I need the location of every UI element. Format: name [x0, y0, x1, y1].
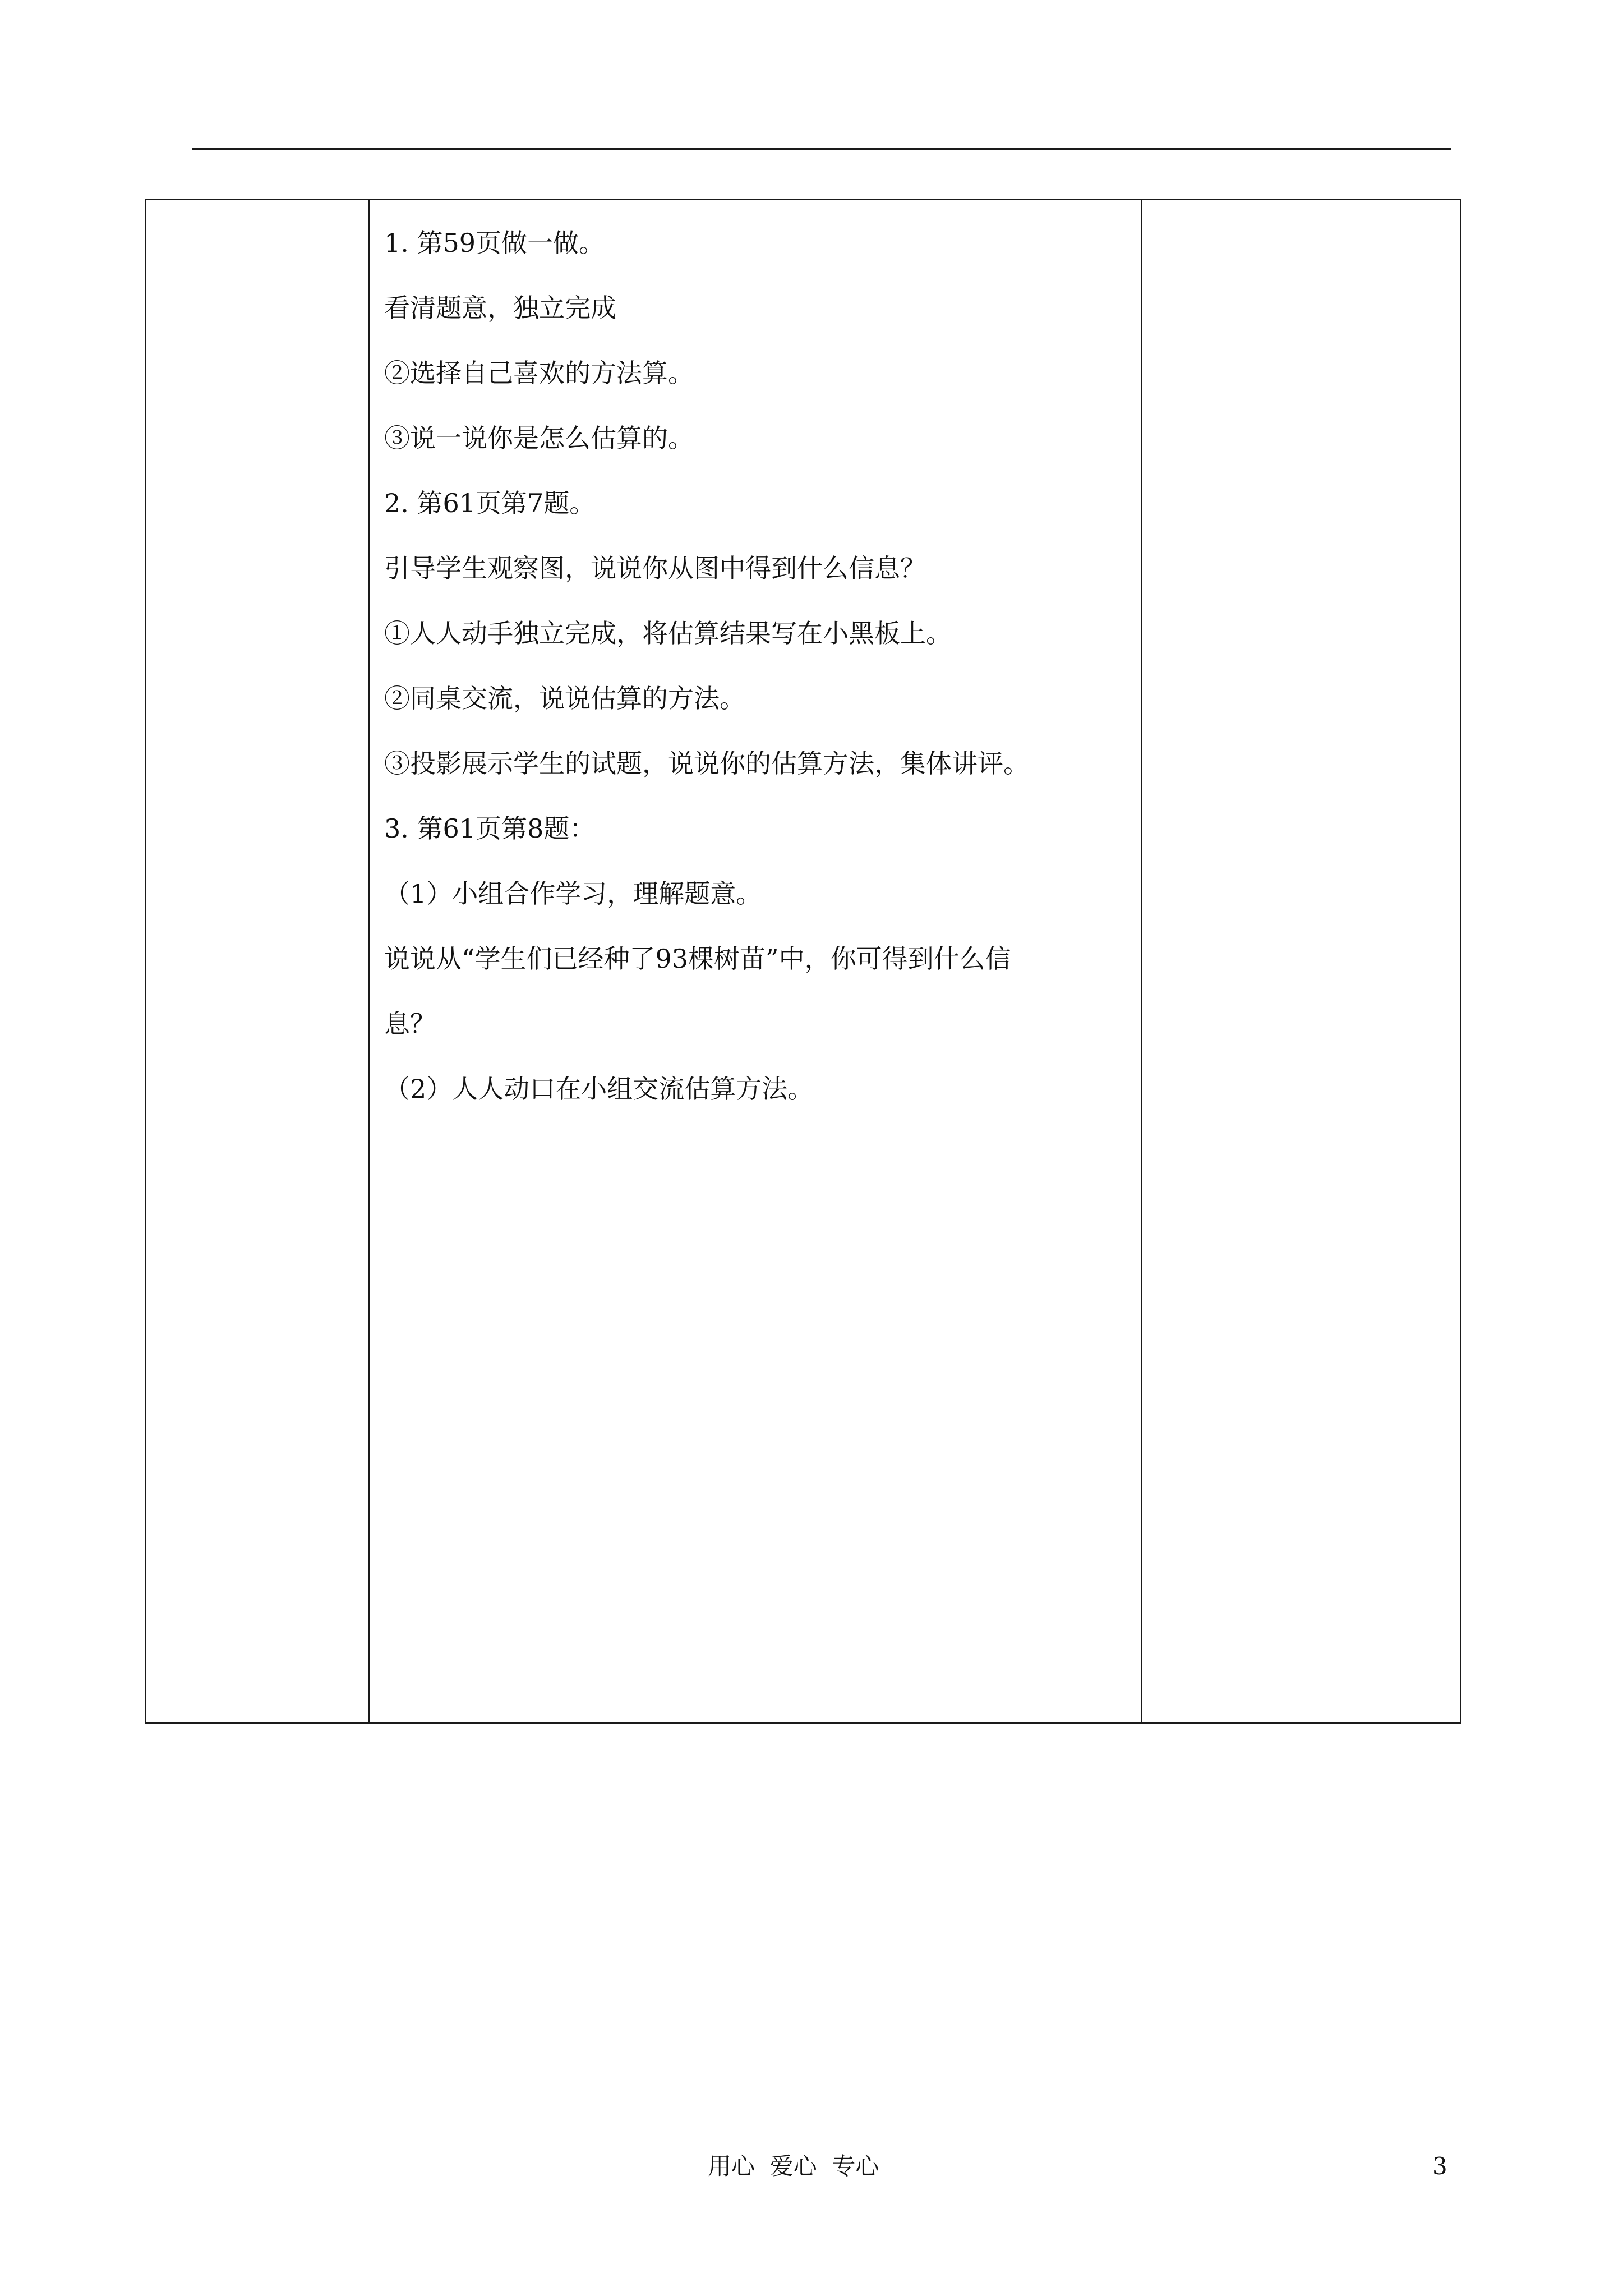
lesson-line: 1. 第59页做一做。	[384, 228, 605, 258]
lesson-line: 说说从“学生们已经种了93棵树苗”中，你可得到什么信	[384, 944, 1011, 974]
lesson-line: ②选择自己喜欢的方法算。	[384, 358, 694, 388]
column-divider-left	[368, 200, 370, 1722]
lesson-table	[145, 199, 1461, 1724]
column-divider-right	[1141, 200, 1142, 1722]
lesson-line: （1）小组合作学习，理解题意。	[384, 878, 762, 909]
header-rule	[192, 148, 1451, 150]
lesson-line: 看清题意，独立完成	[384, 293, 616, 323]
lesson-line: 2. 第61页第7题。	[384, 488, 596, 518]
footer-motto: 用心 爱心 专心	[708, 2152, 879, 2180]
lesson-line: 3. 第61页第8题：	[384, 813, 596, 844]
lesson-line: （2）人人动口在小组交流估算方法。	[384, 1074, 814, 1104]
lesson-line: ②同桌交流，说说估算的方法。	[384, 683, 745, 714]
lesson-line: 引导学生观察图，说说你从图中得到什么信息？	[384, 553, 926, 583]
lesson-line: ③说一说你是怎么估算的。	[384, 423, 694, 453]
lesson-line: ③投影展示学生的试题，说说你的估算方法，集体讲评。	[384, 748, 1029, 779]
lesson-line: 息？	[384, 1009, 436, 1039]
page-number: 3	[1432, 2152, 1447, 2180]
lesson-line: ①人人动手独立完成，将估算结果写在小黑板上。	[384, 618, 952, 648]
lesson-content-cell	[384, 210, 1136, 1121]
